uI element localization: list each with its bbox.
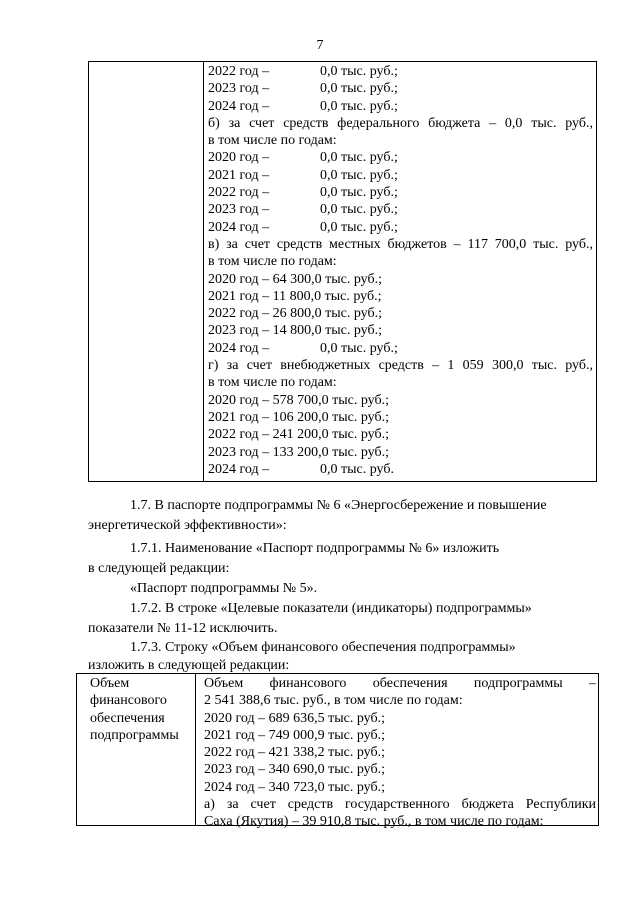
funding-line: 2022 год – 241 200,0 тыс. руб.; <box>208 427 389 443</box>
funding-label-cell <box>90 675 190 744</box>
funding-value-cell <box>204 675 596 831</box>
funding-line <box>208 98 593 115</box>
year-label: 2020 год – <box>208 150 270 166</box>
funding-line <box>208 340 593 357</box>
funding-line: б) за счет средств федерального бюджета – 0,0 тыс. руб., <box>208 115 593 131</box>
paragraph-1-7-3-cont: изложить в следующей редакции: <box>88 658 290 673</box>
paragraph-1-7-2-cont: показатели № 11-12 исключить. <box>88 621 278 636</box>
funding-line: 2023 год – 133 200,0 тыс. руб.; <box>208 444 389 460</box>
funding-line: 2 541 388,6 тыс. руб., в том числе по годам: <box>204 693 463 709</box>
funding-line: в) за счет средств местных бюджетов – 117 700,0 тыс. руб., <box>208 236 593 252</box>
funding-line: в том числе по годам: <box>208 254 337 270</box>
funding-line: 2021 год – 749 000,9 тыс. руб.; <box>204 727 385 743</box>
year-label: 2024 год – <box>208 219 270 235</box>
paragraph-1-7-2: 1.7.2. В строке «Целевые показатели (индикаторы) подпрограммы» <box>130 601 532 616</box>
amount-value: 0,0 тыс. руб.; <box>320 185 398 201</box>
amount-value: 0,0 тыс. руб.; <box>320 98 398 114</box>
year-label: 2024 год – <box>208 461 270 477</box>
funding-line <box>208 149 593 166</box>
page-number: 7 <box>316 38 324 53</box>
funding-line: Объем финансового обеспечения подпрограммы – <box>204 676 596 691</box>
year-label: 2023 год – <box>208 81 270 97</box>
year-label: 2022 год – <box>208 185 270 201</box>
funding-line: а) за счет средств государственного бюджета Республики <box>204 797 596 813</box>
funding-line <box>208 63 593 80</box>
funding-line: 2020 год – 578 700,0 тыс. руб.; <box>208 392 389 408</box>
year-label: 2024 год – <box>208 340 270 356</box>
funding-line: 2021 год – 11 800,0 тыс. руб.; <box>208 288 382 304</box>
funding-line <box>208 219 593 236</box>
amount-value: 0,0 тыс. руб. <box>320 461 394 477</box>
table-column-divider <box>195 674 196 825</box>
funding-line: 2020 год – 689 636,5 тыс. руб.; <box>204 710 385 726</box>
year-label: 2024 год – <box>208 98 270 114</box>
label-line: Объем <box>90 676 130 691</box>
paragraph-1-7-3: 1.7.3. Строку «Объем финансового обеспечения подпрограммы» <box>130 640 516 655</box>
year-label: 2022 год – <box>208 64 270 79</box>
funding-line: в том числе по годам: <box>208 133 337 149</box>
funding-line: 2022 год – 421 338,2 тыс. руб.; <box>204 745 385 761</box>
funding-line: 2020 год – 64 300,0 тыс. руб.; <box>208 271 382 287</box>
funding-line: Саха (Якутия) – 39 910,8 тыс. руб., в том числе по годам: <box>204 814 544 830</box>
year-label: 2023 год – <box>208 202 270 218</box>
paragraph-1-7-cont: энергетической эффективности»: <box>88 518 287 533</box>
amount-value: 0,0 тыс. руб.; <box>320 167 398 183</box>
paragraph-1-7-1-cont: в следующей редакции: <box>88 561 230 576</box>
funding-line: в том числе по годам: <box>208 375 337 391</box>
funding-line: 2023 год – 14 800,0 тыс. руб.; <box>208 323 382 339</box>
funding-line: 2022 год – 26 800,0 тыс. руб.; <box>208 306 382 322</box>
amount-value: 0,0 тыс. руб.; <box>320 340 398 356</box>
amount-value: 0,0 тыс. руб.; <box>320 150 398 166</box>
funding-line <box>208 184 593 201</box>
label-line: финансового <box>90 693 167 709</box>
funding-line <box>208 80 593 97</box>
amount-value: 0,0 тыс. руб.; <box>320 219 398 235</box>
amount-value: 0,0 тыс. руб.; <box>320 202 398 218</box>
funding-line: г) за счет внебюджетных средств – 1 059 300,0 тыс. руб., <box>208 358 593 374</box>
funding-details-cell <box>208 63 593 478</box>
funding-line: 2024 год – 340 723,0 тыс. руб.; <box>204 779 385 795</box>
funding-line: 2023 год – 340 690,0 тыс. руб.; <box>204 762 385 778</box>
funding-table-continued <box>88 61 597 482</box>
table-column-divider <box>203 62 204 481</box>
funding-volume-table <box>76 673 599 830</box>
funding-line <box>208 167 593 184</box>
label-line: подпрограммы <box>90 727 179 743</box>
funding-line: 2021 год – 106 200,0 тыс. руб.; <box>208 409 389 425</box>
paragraph-passport-title: «Паспорт подпрограммы № 5». <box>130 581 318 596</box>
label-line: обеспечения <box>90 710 165 726</box>
year-label: 2021 год – <box>208 167 270 183</box>
amount-value: 0,0 тыс. руб.; <box>320 64 398 79</box>
amount-value: 0,0 тыс. руб.; <box>320 81 398 97</box>
paragraph-1-7-1: 1.7.1. Наименование «Паспорт подпрограммы № 6» изложить <box>130 541 500 556</box>
paragraph-1-7: 1.7. В паспорте подпрограммы № 6 «Энергосбережение и повышение <box>130 498 547 513</box>
funding-line <box>208 461 593 478</box>
funding-line <box>208 201 593 218</box>
